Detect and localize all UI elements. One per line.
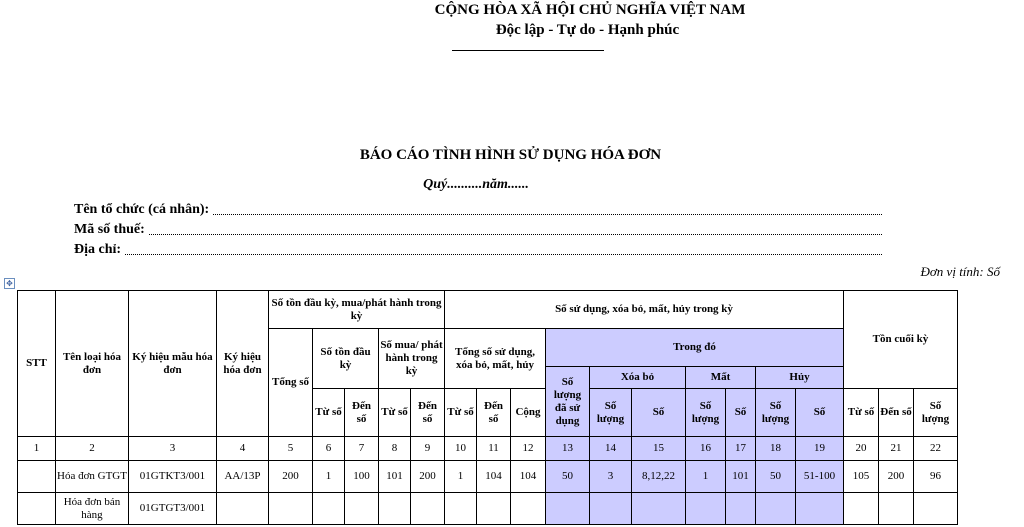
table-cell: Hóa đơn GTGT: [56, 461, 129, 493]
column-number: 16: [686, 437, 726, 461]
org-name-label: Tên tổ chức (cá nhân):: [74, 202, 210, 217]
table-cell: 104: [511, 461, 546, 493]
table-cell: [844, 493, 879, 525]
table-cell: [590, 493, 632, 525]
table-cell: [511, 493, 546, 525]
table-cell: 01GTKT3/001: [129, 461, 217, 493]
table-cell: [18, 461, 56, 493]
report-period: Quý..........năm......: [423, 177, 529, 192]
table-cell: 101: [379, 461, 411, 493]
column-number: 11: [477, 437, 511, 461]
column-number: 5: [269, 437, 313, 461]
header-used-from: Từ số: [445, 389, 477, 437]
column-number: 21: [879, 437, 914, 461]
table-cell: 01GTGT3/001: [129, 493, 217, 525]
unit-label: Đơn vị tính: Số: [920, 264, 1000, 279]
header-deleted-no: Số: [632, 389, 686, 437]
table-cell: Hóa đơn bán hàng: [56, 493, 129, 525]
header-total: Tổng số: [269, 329, 313, 437]
tax-code-field: [149, 222, 882, 235]
table-cell: 1: [313, 461, 345, 493]
column-number: 4: [217, 437, 269, 461]
table-cell: 1: [686, 461, 726, 493]
column-number: 19: [796, 437, 844, 461]
table-cell: [756, 493, 796, 525]
header-destroyed-no: Số: [796, 389, 844, 437]
table-cell: [379, 493, 411, 525]
column-number: 2: [56, 437, 129, 461]
header-underline: [452, 50, 604, 51]
table-cell: 105: [844, 461, 879, 493]
table-cell: 101: [726, 461, 756, 493]
table-cell: [217, 493, 269, 525]
column-number: 7: [345, 437, 379, 461]
header-used-group: Số sử dụng, xóa bỏ, mất, hủy trong kỳ: [445, 291, 844, 329]
header-closing-to: Đến số: [879, 389, 914, 437]
column-number: 15: [632, 437, 686, 461]
header-opening-from: Từ số: [313, 389, 345, 437]
table-cell: 50: [756, 461, 796, 493]
header-opening: Số tồn đầu kỳ: [313, 329, 379, 389]
column-number: 17: [726, 437, 756, 461]
header-destroyed: Hủy: [756, 367, 844, 389]
header-deleted-qty: Số lượng: [590, 389, 632, 437]
table-cell: [313, 493, 345, 525]
header-stt: STT: [18, 291, 56, 437]
tax-code-label: Mã số thuế:: [74, 222, 145, 237]
table-cell: 51-100: [796, 461, 844, 493]
table-cell: 200: [269, 461, 313, 493]
table-cell: [269, 493, 313, 525]
column-number: 14: [590, 437, 632, 461]
header-used-total: Tổng số sử dụng, xóa bỏ, mất, hủy: [445, 329, 546, 389]
header-purchased-from: Từ số: [379, 389, 411, 437]
org-name-line: [74, 202, 882, 218]
table-cell: 100: [345, 461, 379, 493]
column-number: 13: [546, 437, 590, 461]
table-cell: [345, 493, 379, 525]
table-row: [18, 493, 958, 525]
column-number: 9: [411, 437, 445, 461]
header-opening-to: Đến số: [345, 389, 379, 437]
column-number: 18: [756, 437, 796, 461]
table-cell: 104: [477, 461, 511, 493]
table-cell: [546, 493, 590, 525]
column-number-row: [18, 437, 958, 461]
column-number: 10: [445, 437, 477, 461]
address-field: [125, 242, 882, 255]
table-cell: 96: [914, 461, 958, 493]
column-number: 8: [379, 437, 411, 461]
column-number: 22: [914, 437, 958, 461]
header-lost-qty: Số lượng: [686, 389, 726, 437]
header-template-code: Ký hiệu mẫu hóa đơn: [129, 291, 217, 437]
header-qty-used: Số lượng đã sử dụng: [546, 367, 590, 437]
header-opening-group: Số tồn đầu kỳ, mua/phát hành trong kỳ: [269, 291, 445, 329]
table-cell: 8,12,22: [632, 461, 686, 493]
column-number: 1: [18, 437, 56, 461]
column-number: 20: [844, 437, 879, 461]
table-cell: [879, 493, 914, 525]
table-cell: 50: [546, 461, 590, 493]
header-closing-from: Từ số: [844, 389, 879, 437]
header-invoice-type: Tên loại hóa đơn: [56, 291, 129, 437]
header-purchased: Số mua/ phát hành trong kỳ: [379, 329, 445, 389]
national-motto: CỘNG HÒA XÃ HỘI CHỦ NGHĨA VIỆT NAM: [434, 2, 746, 18]
table-cell: [686, 493, 726, 525]
header-lost-no: Số: [726, 389, 756, 437]
column-number: 6: [313, 437, 345, 461]
header-lost: Mất: [686, 367, 756, 389]
header-of-which: Trong đó: [546, 329, 844, 367]
header-used-sum: Cộng: [511, 389, 546, 437]
header-invoice-symbol: Ký hiệu hóa đơn: [217, 291, 269, 437]
table-cell: [445, 493, 477, 525]
address-label: Địa chỉ:: [74, 242, 122, 257]
report-title: BÁO CÁO TÌNH HÌNH SỬ DỤNG HÓA ĐƠN: [359, 147, 662, 163]
table-cell: AA/13P: [217, 461, 269, 493]
table-cell: [18, 493, 56, 525]
org-name-field: [213, 202, 882, 215]
table-row: [18, 461, 958, 493]
tax-code-line: [74, 222, 882, 238]
header-destroyed-qty: Số lượng: [756, 389, 796, 437]
table-cell: [914, 493, 958, 525]
column-number: 3: [129, 437, 217, 461]
table-cell: [411, 493, 445, 525]
invoice-usage-table: [17, 290, 958, 525]
header-deleted: Xóa bỏ: [590, 367, 686, 389]
header-purchased-to: Đến số: [411, 389, 445, 437]
table-cell: 1: [445, 461, 477, 493]
table-cell: [796, 493, 844, 525]
header-used-to: Đến số: [477, 389, 511, 437]
table-cell: [726, 493, 756, 525]
table-cell: 200: [879, 461, 914, 493]
national-slogan: Độc lập - Tự do - Hạnh phúc: [495, 22, 680, 38]
column-number: 12: [511, 437, 546, 461]
address-line: [74, 242, 882, 258]
table-move-handle-icon[interactable]: ✥: [4, 278, 15, 289]
header-closing: Tồn cuối kỳ: [844, 291, 958, 389]
table-cell: [632, 493, 686, 525]
table-cell: 3: [590, 461, 632, 493]
table-cell: [477, 493, 511, 525]
table-cell: 200: [411, 461, 445, 493]
header-closing-qty: Số lượng: [914, 389, 958, 437]
